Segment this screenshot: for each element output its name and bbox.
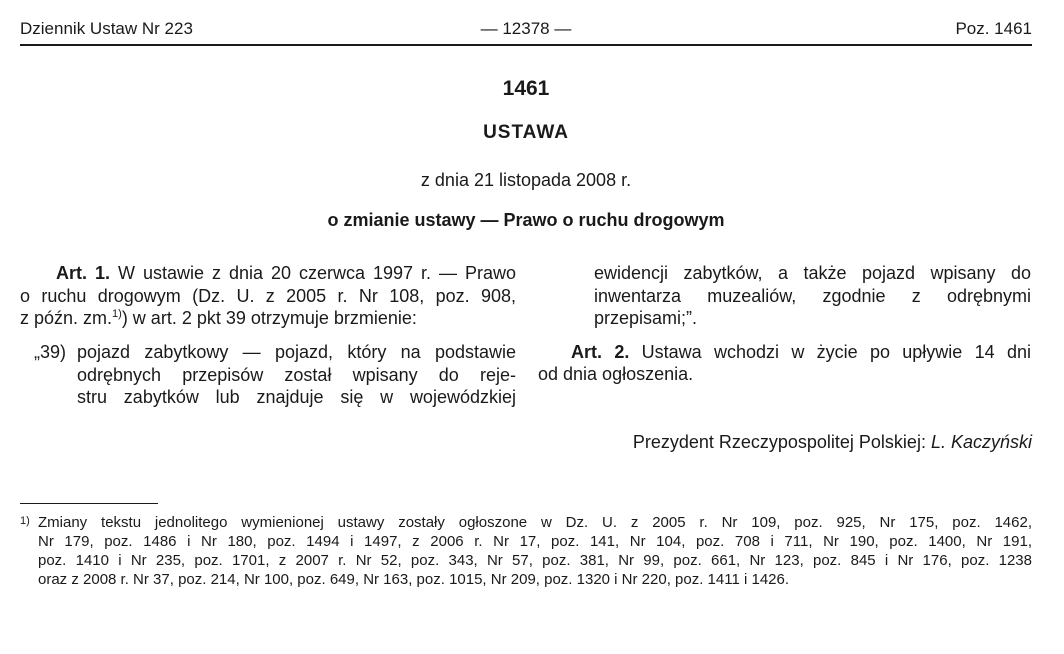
signature-office: Prezydent Rzeczypospolitej Polskiej: <box>632 432 931 452</box>
article1-label: Art. 1. <box>56 263 110 283</box>
footnote-line-1: Zmiany tekstu jednolitego wymienionej ustawy zostały ogłoszone w Dz. U. z 2005 r. Nr 109, poz. 925, Nr 175, poz. 1462, <box>38 514 1032 531</box>
point-line-5: inwentarza muzealiów, zgodnie z odrębnymi <box>594 285 1031 306</box>
footnote-rule <box>20 503 158 504</box>
signature <box>633 432 1032 453</box>
point-label: „39) <box>34 342 67 362</box>
point-continuation <box>538 262 1031 330</box>
article1-line-2: o ruchu drogowym (Dz. U. z 2005 r. Nr 108, poz. 908, <box>20 285 516 306</box>
point-text <box>77 341 516 409</box>
article1-line-3: z późn. zm.$^{1)}$) w art. 2 pkt 39 otrzymuje brzmienie: <box>20 308 417 328</box>
act-type: USTAWA <box>483 122 569 143</box>
header-rule <box>20 44 1032 46</box>
signature-name: L. Kaczyński <box>930 432 1032 452</box>
footnote-line-2: Nr 179, poz. 1486 i Nr 180, poz. 1494 i 1497, z 2006 r. Nr 17, poz. 141, Nr 104, poz. 708 i 711, Nr 190, poz. 1400, Nr 191, <box>38 533 1032 550</box>
page-header <box>20 19 1032 43</box>
article2 <box>538 341 1031 386</box>
point-line-1: pojazd zabytkowy — pojazd, który na podstawie <box>77 342 516 362</box>
act-date: z dnia 21 listopada 2008 r. <box>420 170 632 190</box>
point-line-3: stru zabytków lub znajduje się w wojewódzkiej <box>77 387 516 407</box>
footnote-reference[interactable]: 1) <box>112 308 122 320</box>
act-number: 1461 <box>502 77 550 100</box>
act-subject: o zmianie ustawy — Prawo o ruchu drogowym <box>327 210 725 230</box>
left-column <box>20 262 516 407</box>
page-number: — 12378 — <box>480 19 572 38</box>
footnote-text <box>38 513 1032 589</box>
position-number: Poz. 1461 <box>955 19 1032 38</box>
right-column <box>538 262 1031 386</box>
article2-line-1: Art. 2. Ustawa wchodzi w życie po upływie 14 dni <box>571 341 1031 362</box>
point-line-2: odrębnych przepisów został wpisany do reje- <box>77 364 516 385</box>
article2-label: Art. 2. <box>571 341 630 362</box>
article2-line-2: od dnia ogłoszenia. <box>538 364 694 384</box>
point-line-4: ewidencji zabytków, a także pojazd wpisany do <box>594 263 1031 283</box>
journal-title: Dziennik Ustaw Nr 223 <box>20 19 193 38</box>
footnote-line-3: poz. 1410 i Nr 235, poz. 1701, z 2007 r. Nr 52, poz. 343, Nr 57, poz. 381, Nr 99, poz. 661, Nr 123, poz. 845 i Nr 176, poz. 1238 <box>38 552 1032 569</box>
footnote-line-4: oraz z 2008 r. Nr 37, poz. 214, Nr 100, poz. 649, Nr 163, poz. 1015, Nr 209, poz. 1320 i Nr 220, poz. 1411 i 1426. <box>38 571 790 588</box>
point-line-6: przepisami;”. <box>594 308 698 328</box>
footnote-mark: 1) <box>20 515 30 527</box>
article1-line-1: Art. 1. W ustawie z dnia 20 czerwca 1997 r. — Prawo <box>56 263 516 283</box>
